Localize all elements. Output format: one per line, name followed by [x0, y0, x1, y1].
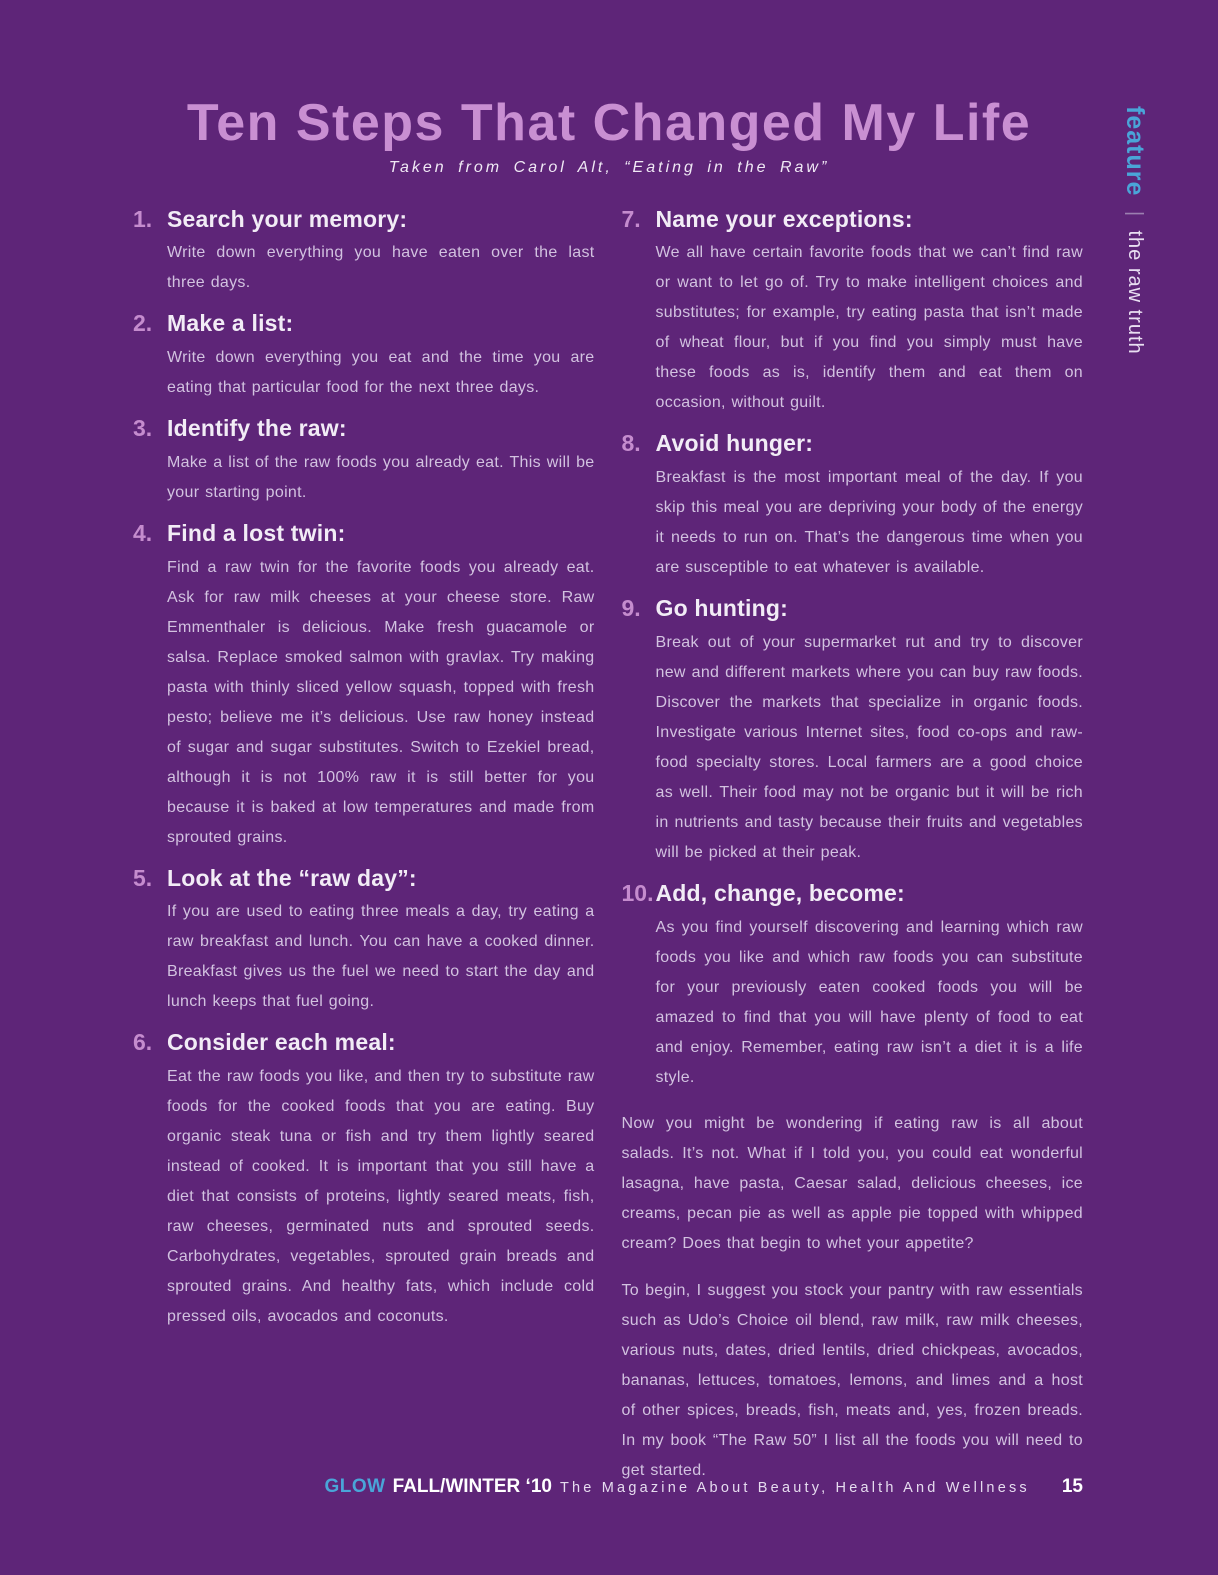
step-heading: Look at the “raw day”:	[167, 864, 417, 891]
step-body: Find a raw twin for the favorite foods you already eat. Ask for raw milk cheeses at your cheese store. Raw Emmenthaler is delicious. Make fresh guacamole or salsa. Replace smoked salmon with gravlax. Try making pasta with thinly sliced yellow squash, topped with fresh pesto; believe me it’s delicious. Use raw honey instead of sugar and sugar substitutes. Switch to Ezekiel bread, although it is not 100% raw it is still better for you because it is baked at low temperatures and made from sprouted grains.	[167, 558, 595, 846]
step-heading: Consider each meal:	[167, 1029, 396, 1056]
sidebar-divider: |	[1124, 210, 1146, 217]
step-item	[622, 879, 1084, 1093]
step-number: 6.	[133, 1029, 153, 1056]
page-subtitle: Taken from Carol Alt, “Eating in the Raw”	[388, 158, 830, 176]
footer-brand: GLOW	[324, 1476, 386, 1497]
page-footer	[133, 1476, 1083, 1498]
step-body: Breakfast is the most important meal of the day. If you skip this meal you are depriving your body of the energy it needs to run on. That’s the dangerous time when you are susceptible to eat whatever is available.	[655, 469, 1083, 577]
left-column	[133, 205, 595, 1503]
step-number: 8.	[621, 430, 641, 457]
step-header	[133, 414, 595, 443]
sidebar-section-label: the raw truth	[1124, 230, 1146, 355]
step-number: 2.	[133, 310, 153, 337]
article-body	[133, 205, 1083, 1503]
step-header	[133, 864, 595, 893]
step-item	[133, 205, 595, 299]
step-item	[622, 429, 1084, 583]
step-heading: Search your memory:	[167, 205, 408, 232]
closing-paragraph: To begin, I suggest you stock your pantry with raw essentials such as Udo’s Choice oil blend, raw milk, raw milk cheeses, various nuts, dates, dried lentils, dried chickpeas, avocados, bananas, lettuces, tomatoes, lemons, and limes and a host of other spices, breads, fish, meats and, yes, frozen breads. In my book “The Raw 50” I list all the foods you will need to get started.	[621, 1281, 1083, 1479]
step-body: We all have certain favorite foods that we can’t find raw or want to let go of. Try to make intelligent choices and substitutes; for example, try eating pasta that isn’t made of wheat flour, but if you find you simply must have these foods as is, identify them and eat them on occasion, without guilt.	[655, 244, 1083, 412]
step-item	[622, 594, 1084, 868]
closing-section	[622, 1109, 1084, 1486]
step-heading: Make a list:	[167, 310, 294, 337]
step-body: Break out of your supermarket rut and try to discover new and different markets where you can buy raw foods. Discover the markets that specialize in organic foods. Investigate various Internet sites, food co-ops and raw-food specialty stores. Local farmers are a good choice as well. Their food may not be organic but it will be rich in nutrients and tasty because their fruits and vegetables will be picked at their peak.	[655, 633, 1083, 861]
step-number: 3.	[133, 415, 153, 442]
footer-issue: FALL/WINTER ‘10	[392, 1476, 552, 1497]
right-column	[622, 205, 1084, 1503]
page-title: Ten Steps That Changed My Life	[186, 94, 1032, 152]
step-header	[133, 519, 595, 548]
step-item	[133, 519, 595, 853]
step-heading: Go hunting:	[655, 595, 788, 622]
step-item	[133, 414, 595, 508]
step-heading: Avoid hunger:	[655, 430, 814, 457]
step-header	[622, 594, 1084, 623]
step-header	[622, 429, 1084, 458]
sidebar-vertical-strip	[1122, 106, 1147, 355]
step-number: 4.	[133, 519, 153, 546]
step-body: If you are used to eating three meals a day, try eating a raw breakfast and lunch. You can have a cooked dinner. Breakfast gives us the fuel we need to start the day and lunch keeps that fuel going.	[167, 903, 595, 1011]
step-header	[133, 309, 595, 338]
step-item	[622, 205, 1084, 419]
step-body: Make a list of the raw foods you already eat. This will be your starting point.	[167, 453, 595, 501]
step-heading: Find a lost twin:	[167, 519, 346, 546]
step-body: As you find yourself discovering and learning which raw foods you like and which raw foods you can substitute for your previously eaten cooked foods you will be amazed to find that you will have plenty of food to eat and enjoy. Remember, eating raw isn’t a diet it is a life style.	[655, 918, 1083, 1086]
step-header	[133, 1028, 595, 1057]
step-header	[622, 879, 1084, 908]
step-number: 7.	[621, 205, 641, 232]
page-number: 15	[1061, 1476, 1083, 1497]
article-header	[0, 0, 1218, 177]
step-number: 10.	[621, 879, 654, 906]
step-body: Write down everything you eat and the time you are eating that particular food for the next three days.	[167, 349, 595, 397]
step-body: Write down everything you have eaten over the last three days.	[167, 244, 595, 292]
step-heading: Name your exceptions:	[655, 205, 913, 232]
step-heading: Add, change, become:	[655, 879, 905, 906]
step-number: 1.	[133, 205, 153, 232]
step-header	[622, 205, 1084, 234]
step-number: 5.	[133, 864, 153, 891]
step-body: Eat the raw foods you like, and then try to substitute raw foods for the cooked foods that you are eating. Buy organic steak tuna or fish and try them lightly seared instead of cooked. It is important that you still have a diet that consists of proteins, lightly seared meats, fish, raw cheeses, germinated nuts and sprouted seeds. Carbohydrates, vegetables, sprouted grain breads and sprouted grains. And healthy fats, which include cold pressed oils, avocados and coconuts.	[167, 1068, 595, 1326]
closing-paragraph: Now you might be wondering if eating raw is all about salads. It’s not. What if I told you, you could eat wonderful lasagna, have pasta, Caesar salad, delicious cheeses, ice creams, pecan pie as well as apple pie topped with whipped cream? Does that begin to whet your appetite?	[621, 1114, 1083, 1252]
step-item	[133, 309, 595, 403]
step-item	[133, 1028, 595, 1332]
step-header	[133, 205, 595, 234]
step-heading: Identify the raw:	[167, 415, 347, 442]
footer-tagline: The Magazine About Beauty, Health And Wellness	[559, 1480, 1030, 1496]
step-number: 9.	[621, 595, 641, 622]
step-item	[133, 864, 595, 1018]
sidebar-feature-label: feature	[1121, 106, 1149, 197]
